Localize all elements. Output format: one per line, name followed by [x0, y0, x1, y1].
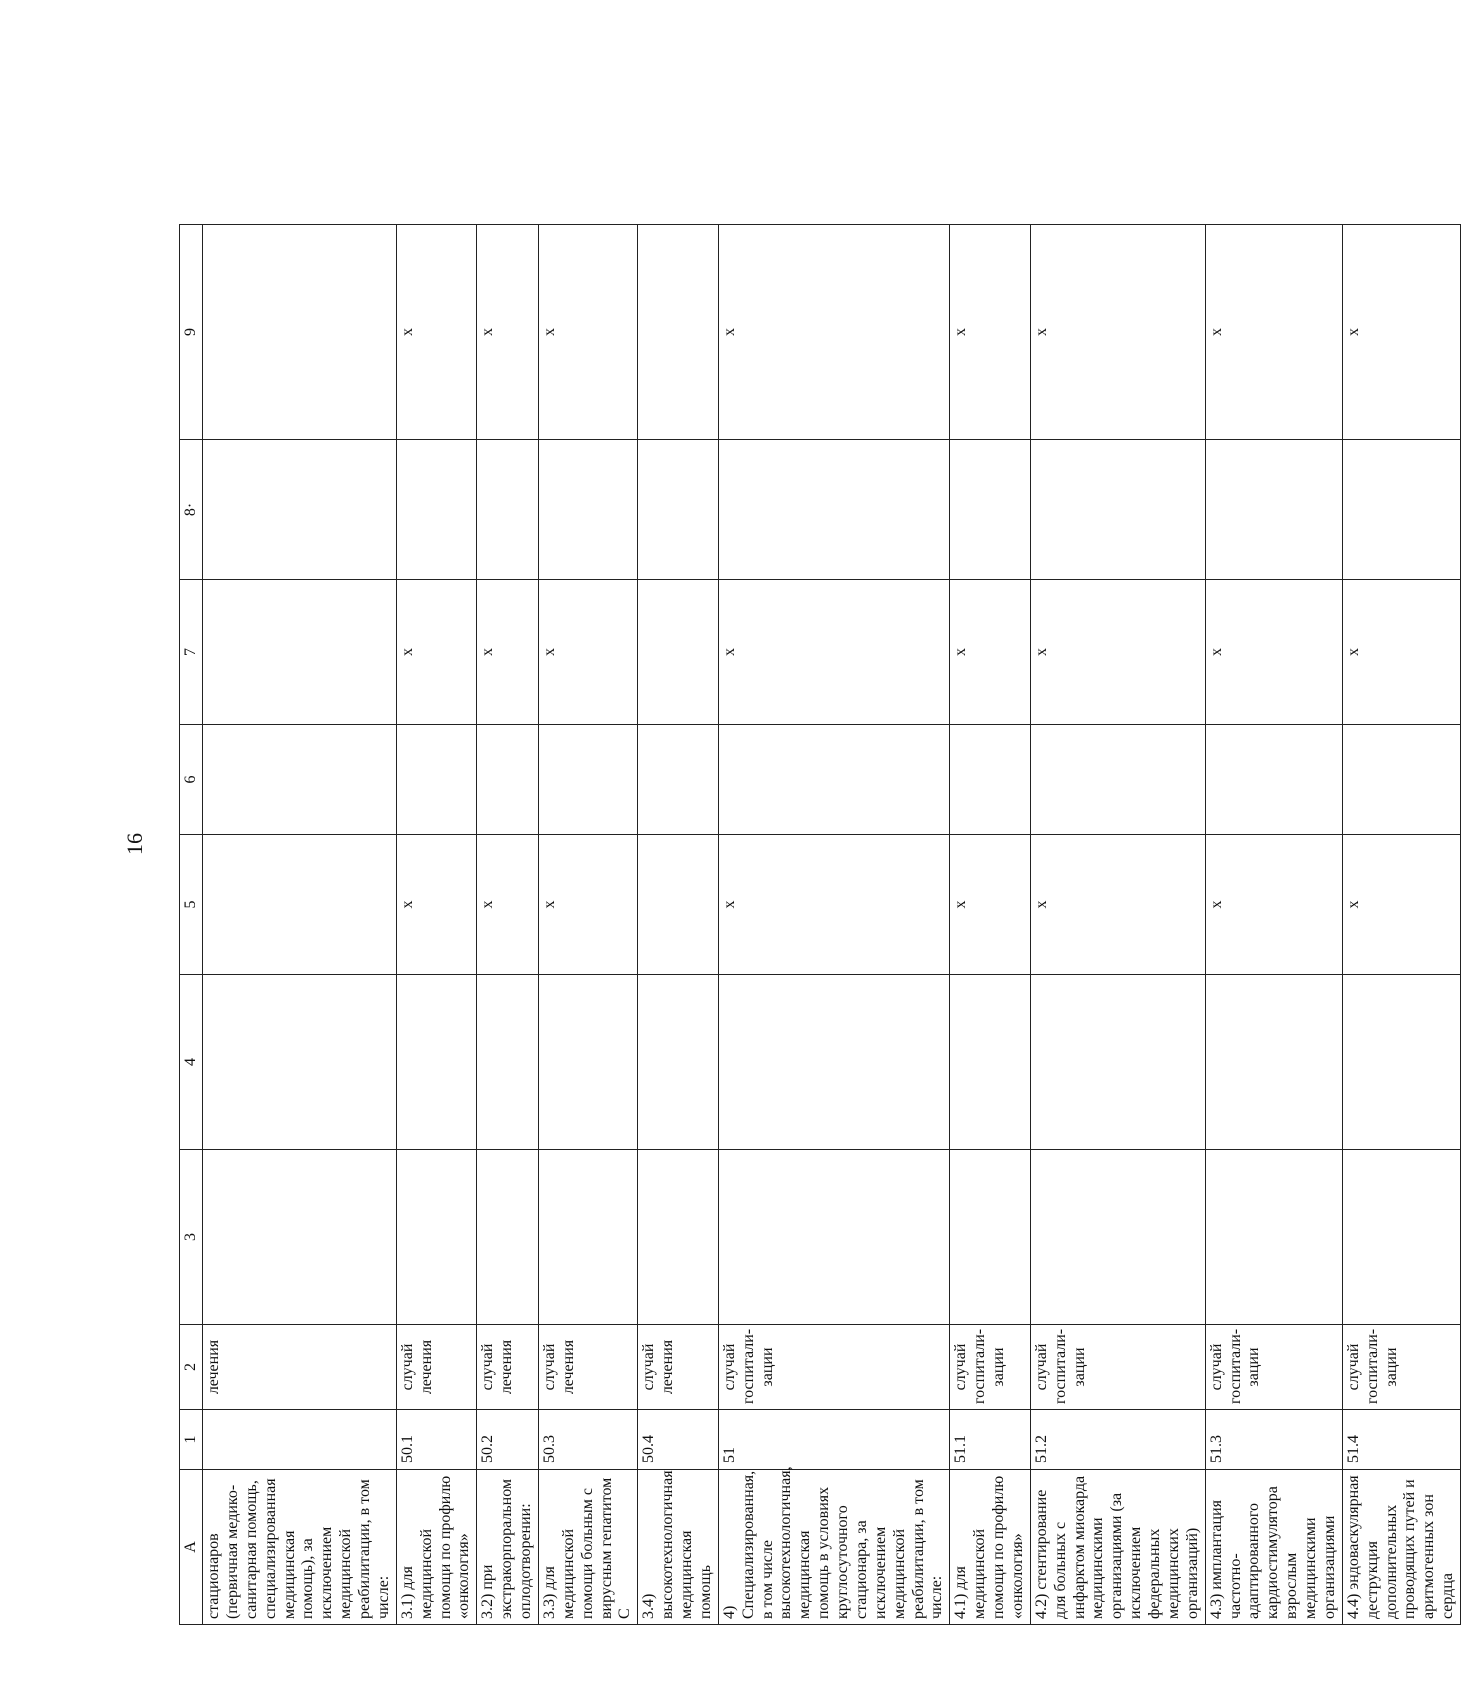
row-value-col-7	[638, 580, 719, 725]
row-value-col-9	[638, 225, 719, 440]
row-name: 3.1) для медицинской помощи по профилю «онкология»	[396, 1470, 477, 1625]
row-code: 50.2	[477, 1410, 539, 1470]
row-value-col-4	[950, 975, 1031, 1150]
col-header-1: 1	[180, 1410, 203, 1470]
row-value-col-4	[538, 975, 637, 1150]
row-name: стационаров (первичная медико-санитарная помощь, специализированная медицинская помощь), за исключением медицинской реабилитации, в том числе:	[203, 1470, 397, 1625]
row-value-col-9: х	[396, 225, 477, 440]
row-name: 4.3) имплантация частотно-адаптированного кардиостимулятора взрослым медицинскими организациями	[1205, 1470, 1342, 1625]
col-header-8: 8·	[180, 440, 203, 580]
row-value-col-4	[203, 975, 397, 1150]
row-value-col-5: х	[538, 835, 637, 975]
row-value-col-4	[1205, 975, 1342, 1150]
row-value-col-6	[203, 725, 397, 835]
row-unit: случай госпитали-зации	[950, 1325, 1031, 1410]
row-value-col-7	[203, 580, 397, 725]
table-row	[1342, 225, 1460, 1625]
row-unit: случай лечения	[538, 1325, 637, 1410]
row-value-col-7: х	[1342, 580, 1460, 725]
row-value-col-9: х	[538, 225, 637, 440]
row-value-col-3	[1030, 1150, 1205, 1325]
row-value-col-8	[638, 440, 719, 580]
row-code: 50.4	[638, 1410, 719, 1470]
col-header-5: 5	[180, 835, 203, 975]
row-value-col-9	[203, 225, 397, 440]
row-value-col-3	[538, 1150, 637, 1325]
col-header-2: 2	[180, 1325, 203, 1410]
row-value-col-6	[1030, 725, 1205, 835]
row-unit: случай лечения	[477, 1325, 539, 1410]
row-value-col-9: х	[718, 225, 950, 440]
row-value-col-8	[1342, 440, 1460, 580]
row-value-col-3	[1205, 1150, 1342, 1325]
row-name: 4.1) для медицинской помощи по профилю «онкология»	[950, 1470, 1031, 1625]
row-value-col-7: х	[396, 580, 477, 725]
row-value-col-5: х	[1205, 835, 1342, 975]
table-row	[718, 225, 950, 1625]
row-value-col-7: х	[538, 580, 637, 725]
row-code: 51.1	[950, 1410, 1031, 1470]
table-row	[538, 225, 637, 1625]
row-value-col-9: х	[1030, 225, 1205, 440]
row-value-col-3	[396, 1150, 477, 1325]
services-table	[179, 224, 1461, 1625]
page-number: 16	[122, 833, 147, 855]
table-row	[638, 225, 719, 1625]
row-value-col-4	[396, 975, 477, 1150]
col-header-9: 9	[180, 225, 203, 440]
rotated-table-wrapper	[179, 225, 1457, 1625]
row-value-col-3	[718, 1150, 950, 1325]
row-value-col-5	[638, 835, 719, 975]
row-unit: случай госпитали-зации	[718, 1325, 950, 1410]
row-value-col-7: х	[718, 580, 950, 725]
row-value-col-3	[203, 1150, 397, 1325]
col-header-a: А	[180, 1470, 203, 1625]
row-code: 51.4	[1342, 1410, 1460, 1470]
row-value-col-4	[1030, 975, 1205, 1150]
row-code: 50.3	[538, 1410, 637, 1470]
row-value-col-6	[638, 725, 719, 835]
row-name: 4.2) стентирование для больных с инфарктом миокарда медицинскими организациями (за исключением федеральных медицинских организаций)	[1030, 1470, 1205, 1625]
row-value-col-7: х	[1205, 580, 1342, 725]
row-name: 3.2) при экстракорпоральном оплодотворении:	[477, 1470, 539, 1625]
row-value-col-9: х	[1205, 225, 1342, 440]
row-unit: случай госпитали-зации	[1030, 1325, 1205, 1410]
row-value-col-8	[477, 440, 539, 580]
row-value-col-6	[396, 725, 477, 835]
table-row	[1205, 225, 1342, 1625]
row-value-col-5: х	[477, 835, 539, 975]
row-value-col-6	[1205, 725, 1342, 835]
row-value-col-4	[638, 975, 719, 1150]
row-value-col-5: х	[1342, 835, 1460, 975]
row-value-col-3	[477, 1150, 539, 1325]
table-row	[477, 225, 539, 1625]
row-value-col-4	[1342, 975, 1460, 1150]
row-code: 51	[718, 1410, 950, 1470]
table-header-row	[180, 225, 203, 1625]
row-value-col-8	[203, 440, 397, 580]
row-value-col-9: х	[950, 225, 1031, 440]
row-name: 4) Специализированная, в том числе высокотехнологичная, медицинская помощь в условиях круглосуточного стационара, за исключением медицинской реабилитации, в том числе:	[718, 1470, 950, 1625]
row-name: 4.4) эндоваскулярная деструкция дополнительных проводящих путей и аритмогенных зон сердца	[1342, 1470, 1460, 1625]
row-value-col-6	[718, 725, 950, 835]
row-value-col-6	[538, 725, 637, 835]
col-header-7: 7	[180, 580, 203, 725]
table-row	[1030, 225, 1205, 1625]
row-code	[203, 1410, 397, 1470]
row-value-col-5: х	[1030, 835, 1205, 975]
table-row	[950, 225, 1031, 1625]
row-value-col-6	[477, 725, 539, 835]
row-value-col-8	[950, 440, 1031, 580]
row-value-col-5: х	[396, 835, 477, 975]
row-code: 50.1	[396, 1410, 477, 1470]
row-name: 3.4) высокотехнологичная медицинская помощь	[638, 1470, 719, 1625]
row-value-col-8	[1030, 440, 1205, 580]
row-value-col-7: х	[1030, 580, 1205, 725]
col-header-3: 3	[180, 1150, 203, 1325]
row-value-col-4	[477, 975, 539, 1150]
row-value-col-3	[1342, 1150, 1460, 1325]
row-unit: случай госпитали-зации	[1205, 1325, 1342, 1410]
col-header-6: 6	[180, 725, 203, 835]
row-unit: случай госпитали-зации	[1342, 1325, 1460, 1410]
row-unit: лечения	[203, 1325, 397, 1410]
row-value-col-7: х	[477, 580, 539, 725]
row-unit: случай лечения	[396, 1325, 477, 1410]
row-value-col-8	[538, 440, 637, 580]
row-value-col-8	[1205, 440, 1342, 580]
row-code: 51.2	[1030, 1410, 1205, 1470]
row-value-col-5: х	[950, 835, 1031, 975]
row-value-col-5	[203, 835, 397, 975]
row-value-col-8	[396, 440, 477, 580]
row-value-col-7: х	[950, 580, 1031, 725]
row-unit: случай лечения	[638, 1325, 719, 1410]
row-value-col-9: х	[1342, 225, 1460, 440]
row-value-col-6	[1342, 725, 1460, 835]
row-value-col-8	[718, 440, 950, 580]
row-value-col-4	[718, 975, 950, 1150]
row-code: 51.3	[1205, 1410, 1342, 1470]
row-value-col-3	[638, 1150, 719, 1325]
col-header-4: 4	[180, 975, 203, 1150]
row-value-col-9: х	[477, 225, 539, 440]
table-row	[203, 225, 397, 1625]
row-value-col-3	[950, 1150, 1031, 1325]
row-name: 3.3) для медицинской помощи больным с вирусным гепатитом С	[538, 1470, 637, 1625]
row-value-col-5: х	[718, 835, 950, 975]
row-value-col-6	[950, 725, 1031, 835]
table-row	[396, 225, 477, 1625]
